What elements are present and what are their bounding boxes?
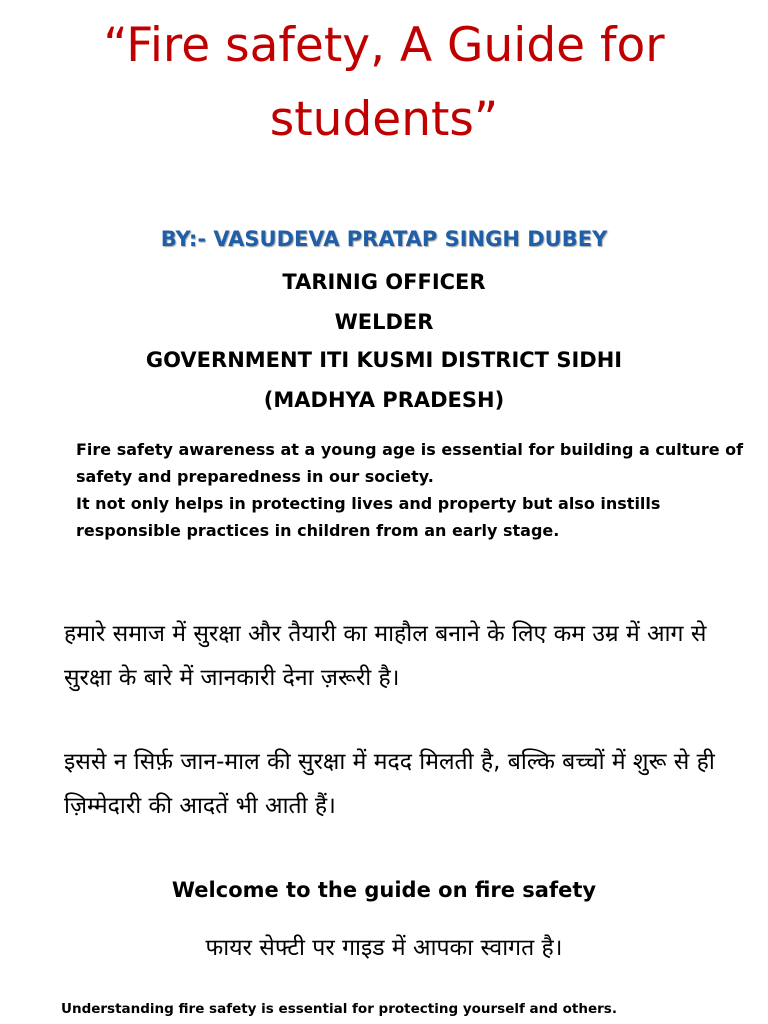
- intro-paragraph-2: It not only helps in protecting lives and property but also instills responsible practices in children from an early stage.: [76, 494, 661, 540]
- welcome-heading: Welcome to the guide on fire safety: [171, 878, 597, 902]
- author-institute: GOVERNMENT ITI KUSMI DISTRICT SIDHI: [145, 348, 623, 372]
- hindi-paragraph-2: इससे न सिर्फ़ जान-माल की सुरक्षा में मदद मिलती है, बल्कि बच्चों में शुरू से ही ज़िम्मेदारी की आदतें भी आती हैं।: [64, 749, 715, 819]
- intro-paragraph-1: Fire safety awareness at a young age is essential for building a culture of safety and preparedness in our society.: [76, 440, 744, 486]
- document-title-line-2: students”: [269, 92, 499, 147]
- author-trade: WELDER: [334, 310, 434, 334]
- hindi-paragraph-1: हमारे समाज में सुरक्षा और तैयारी का माहौल बनाने के लिए कम उम्र में आग से सुरक्षा के बारे में जानकारी देना ज़रूरी है।: [64, 621, 707, 691]
- author-state: (MADHYA PRADESH): [263, 388, 505, 412]
- welcome-heading-hindi: फायर सेफ्टी पर गाइड में आपका स्वागत है।: [205, 935, 563, 961]
- footer-text: Understanding fire safety is essential for protecting yourself and others.: [61, 1001, 617, 1017]
- author-byline: BY:- VASUDEVA PRATAP SINGH DUBEY: [160, 227, 608, 251]
- author-designation: TARINIG OFFICER: [282, 270, 486, 294]
- document-title-line-1: “Fire safety, A Guide for: [103, 18, 665, 73]
